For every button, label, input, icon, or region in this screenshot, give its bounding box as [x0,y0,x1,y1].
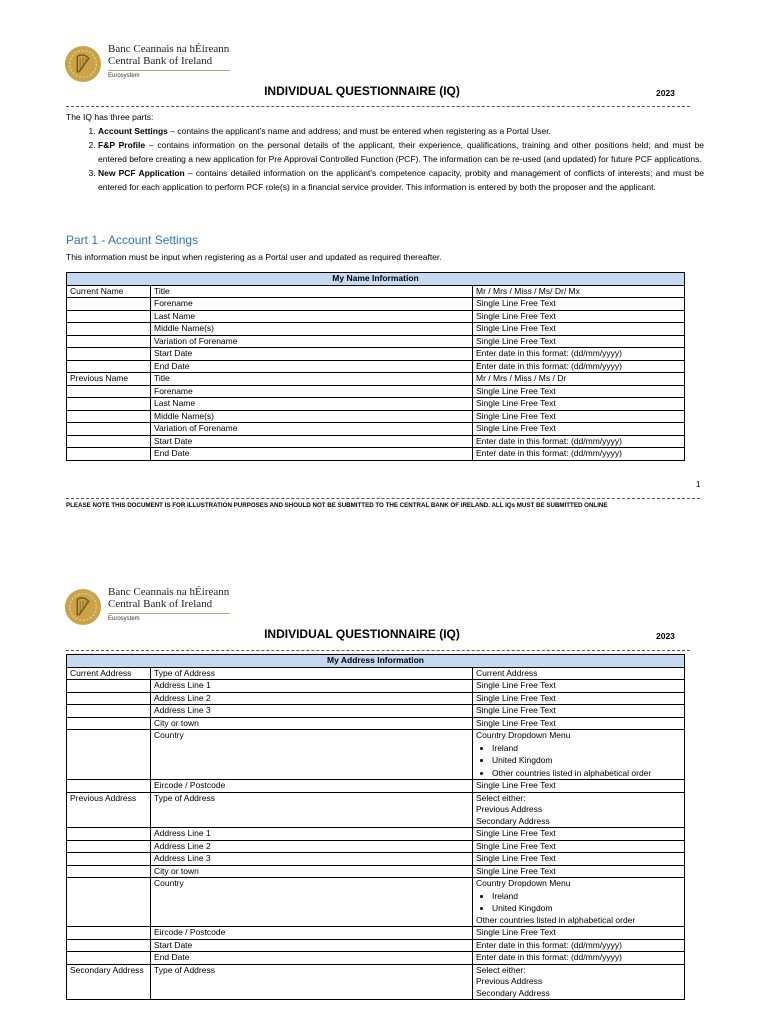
row-group [67,298,151,311]
row-group [67,360,151,373]
list-item [98,138,704,166]
document-year: 2023 [656,88,675,98]
document-year: 2023 [656,631,675,641]
field-value: Enter date in this format: (dd/mm/yyyy) [473,952,685,965]
dropdown-description: Country Dropdown Menu [476,878,571,888]
table-row [67,285,685,298]
field-label: Type of Address [151,964,473,1000]
field-value: Single Line Free Text [473,853,685,866]
field-label: Last Name [151,310,473,323]
table-row [67,952,685,965]
table-row [67,680,685,693]
row-group [67,410,151,423]
table-row [67,667,685,680]
row-group [67,939,151,952]
field-label: Middle Name(s) [151,410,473,423]
table-row [67,964,685,1000]
row-group: Previous Address [67,792,151,828]
field-label: Address Line 3 [151,705,473,718]
row-group [67,878,151,927]
row-group [67,730,151,780]
row-group [67,323,151,336]
row-group [67,448,151,461]
table-row [67,335,685,348]
field-value: Single Line Free Text [473,692,685,705]
part-name: Account Settings [98,126,168,136]
table-row [67,878,685,927]
table-row [67,423,685,436]
table-row [67,792,685,828]
section-subtext: This information must be input when registering as a Portal user and updated as required thereafter. [66,252,442,262]
field-label: End Date [151,448,473,461]
row-group [67,717,151,730]
table-row [67,840,685,853]
table-row [67,828,685,841]
row-group [67,692,151,705]
field-value: Single Line Free Text [473,828,685,841]
field-value: Single Line Free Text [473,705,685,718]
field-label: Type of Address [151,667,473,680]
list-item: • United Kingdom [492,754,681,767]
field-label: End Date [151,952,473,965]
bank-name-irish: Banc Ceannais na hÉireann [108,586,230,598]
field-label: Start Date [151,939,473,952]
part-name: F&P Profile [98,140,146,150]
address-information-table [66,654,685,1000]
field-label: Last Name [151,398,473,411]
field-value: Single Line Free Text [473,840,685,853]
field-label: Address Line 1 [151,680,473,693]
field-value: Single Line Free Text [473,865,685,878]
list-item: • Other countries listed in alphabetical order [492,767,681,780]
parts-list [66,124,704,194]
field-label: Country [151,878,473,927]
field-label: City or town [151,865,473,878]
document-title: INDIVIDUAL QUESTIONNAIRE (IQ) [264,627,460,641]
eurosystem-label: Eurosystem [108,616,140,622]
table-row [67,398,685,411]
field-value: Single Line Free Text [473,323,685,336]
field-label: Address Line 3 [151,853,473,866]
row-group [67,865,151,878]
field-value: Enter date in this format: (dd/mm/yyyy) [473,939,685,952]
harp-seal-icon [64,588,102,626]
field-value: Single Line Free Text [473,398,685,411]
field-label: Address Line 1 [151,828,473,841]
field-value [473,878,685,927]
field-value: Single Line Free Text [473,410,685,423]
row-group [67,853,151,866]
table-header: My Address Information [67,655,685,668]
row-group: Previous Name [67,373,151,386]
table-row [67,448,685,461]
field-value: Enter date in this format: (dd/mm/yyyy) [473,360,685,373]
table-row [67,692,685,705]
field-value: Single Line Free Text [473,335,685,348]
row-group [67,335,151,348]
field-label: Forename [151,385,473,398]
table-row [67,360,685,373]
field-value: Enter date in this format: (dd/mm/yyyy) [473,348,685,361]
select-instruction: Select either: [476,792,526,803]
field-label: Title [151,285,473,298]
table-row [67,939,685,952]
row-group [67,398,151,411]
section-heading: Part 1 - Account Settings [66,233,199,247]
country-options [476,890,681,915]
country-options [476,742,681,780]
field-value [473,792,685,828]
table-row [67,865,685,878]
row-group [67,705,151,718]
field-value: Single Line Free Text [473,717,685,730]
header-divider [66,650,690,651]
table-row [67,853,685,866]
field-label: Eircode / Postcode [151,927,473,940]
list-item [98,124,704,138]
row-group [67,680,151,693]
field-value: Single Line Free Text [473,298,685,311]
row-group [67,310,151,323]
field-label: Start Date [151,435,473,448]
field-value [473,730,685,780]
footer-notice: PLEASE NOTE THIS DOCUMENT IS FOR ILLUSTRATION PURPOSES AND SHOULD NOT BE SUBMITTED TO THE CENTRAL BANK OF IRELAND. ALL IQs MUST BE SUBMITTED ONLINE [66,502,608,509]
row-group [67,385,151,398]
table-row [67,298,685,311]
bank-name-english: Central Bank of Ireland [108,55,213,67]
field-label: Title [151,373,473,386]
row-group: Current Address [67,667,151,680]
list-item [98,166,704,194]
logo-divider [108,613,230,614]
table-row [67,348,685,361]
field-label: Address Line 2 [151,840,473,853]
table-row [67,435,685,448]
eurosystem-label: Eurosystem [108,73,140,79]
row-group [67,828,151,841]
table-row [67,730,685,780]
row-group [67,952,151,965]
field-value [473,964,685,1000]
field-label: End Date [151,360,473,373]
table-row [67,410,685,423]
row-group [67,423,151,436]
list-item: • United Kingdom [492,902,681,915]
dropdown-description: Country Dropdown Menu [476,730,571,740]
table-row [67,717,685,730]
field-label: Variation of Forename [151,423,473,436]
field-value: Single Line Free Text [473,385,685,398]
select-option: Secondary Address [476,815,550,826]
field-value: Single Line Free Text [473,780,685,793]
table-row [67,385,685,398]
bank-logo [64,43,234,83]
table-row [67,323,685,336]
select-option: Previous Address [476,804,543,814]
table-header: My Name Information [67,273,685,286]
dropdown-footer: Other countries listed in alphabetical order [476,914,636,925]
field-label: Start Date [151,348,473,361]
part-description: – contains detailed information on the applicant’s competence capacity, probity and management of conflicts of interests; and must be entered for each application to perform PCF role(s) in a financial service provider. This information is entered by both the proposer and the applicant. [98,168,705,192]
select-option: Secondary Address [476,987,550,998]
footer-divider [66,498,700,499]
part-description: – contains the applicant’s name and address; and must be entered when registering as a Portal User. [167,126,551,136]
row-group [67,927,151,940]
bank-name-irish: Banc Ceannais na hÉireann [108,43,230,55]
logo-divider [108,70,230,71]
field-label: Variation of Forename [151,335,473,348]
part-name: New PCF Application [98,168,185,178]
table-row [67,705,685,718]
field-value: Single Line Free Text [473,680,685,693]
list-item: • Ireland [492,890,681,903]
field-value: Current Address [473,667,685,680]
bank-name-english: Central Bank of Ireland [108,598,213,610]
header-divider [66,106,690,107]
part-description: – contains information on the personal details of the applicant, their experience, qualifications, training and other positions held; and must be entered before creating a new application for Pre Approval Controlled Function (PCF). The information can be re-used (and updated) for future PCF applications. [98,140,704,164]
table-row [67,927,685,940]
select-option: Previous Address [476,976,543,986]
harp-seal-icon [64,45,102,83]
intro-section [66,110,704,194]
field-value: Mr / Mrs / Miss / Ms/ Dr/ Mx [473,285,685,298]
table-row [67,373,685,386]
table-row [67,780,685,793]
row-group [67,348,151,361]
field-label: Eircode / Postcode [151,780,473,793]
table-row [67,310,685,323]
field-label: Address Line 2 [151,692,473,705]
bank-logo [64,586,234,626]
field-value: Single Line Free Text [473,927,685,940]
row-group: Secondary Address [67,964,151,1000]
row-group: Current Name [67,285,151,298]
row-group [67,435,151,448]
intro-lead: The IQ has three parts: [66,112,154,122]
field-value: Enter date in this format: (dd/mm/yyyy) [473,435,685,448]
field-label: Forename [151,298,473,311]
field-label: City or town [151,717,473,730]
row-group [67,780,151,793]
page-number: 1 [696,480,701,489]
row-group [67,840,151,853]
field-label: Middle Name(s) [151,323,473,336]
select-instruction: Select either: [476,964,526,975]
field-value: Single Line Free Text [473,423,685,436]
name-information-table [66,272,685,461]
field-label: Type of Address [151,792,473,828]
list-item: • Ireland [492,742,681,755]
field-label: Country [151,730,473,780]
field-value: Single Line Free Text [473,310,685,323]
document-title: INDIVIDUAL QUESTIONNAIRE (IQ) [264,84,460,98]
field-value: Mr / Mrs / Miss / Ms / Dr [473,373,685,386]
field-value: Enter date in this format: (dd/mm/yyyy) [473,448,685,461]
